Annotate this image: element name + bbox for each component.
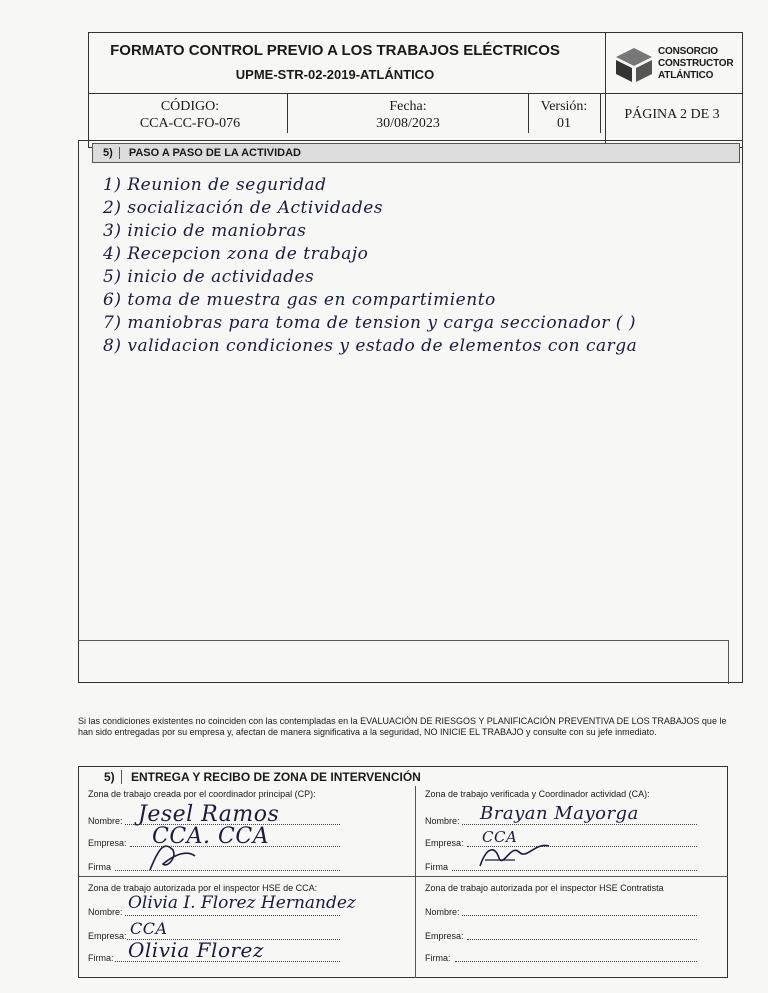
version-cell — [530, 98, 598, 132]
safety-warning: Si las condiciones existentes no coinciden con las contempladas en la EVALUACIÓN DE RIESGOS Y PLANIFICACIÓN PREVENTIVA DE LOS TRABAJOS que le han sido entregadas por su empresa y, afectan de manera significativa a la seguridad, NO INICIE EL TRABAJO y consulte con su jefe inmediato. — [78, 716, 727, 737]
ca-signature — [475, 838, 555, 874]
step-8: 8) validacion condiciones y estado de elementos con carga — [103, 336, 638, 356]
step-3: 3) inicio de maniobras — [103, 221, 307, 241]
section5-number: 5) — [93, 147, 120, 159]
hse-cca-firma-label: Firma: — [88, 953, 114, 963]
ca-heading: Zona de trabajo verificada y Coordinador actividad (CA): — [425, 789, 650, 799]
ca-nombre-value: Brayan Mayorga — [480, 803, 639, 824]
ca-nombre-line — [462, 824, 697, 825]
logo-line-2: CONSTRUCTOR — [658, 58, 734, 69]
ca-empresa-label: Empresa: — [425, 838, 464, 848]
ca-empresa-value: CCA — [482, 828, 518, 846]
version-value: 01 — [557, 116, 571, 131]
hse-cca-heading: Zona de trabajo autorizada por el inspector HSE de CCA: — [88, 883, 318, 893]
hse-cca-empresa-label: Empresa: — [88, 931, 127, 941]
step-4: 4) Recepcion zona de trabajo — [103, 244, 369, 264]
hse-contratista-nombre-label: Nombre: — [425, 907, 460, 917]
hse-cca-nombre-value: Olivia I. Florez Hernandez — [128, 893, 356, 913]
ca-nombre-label: Nombre: — [425, 816, 460, 826]
date-value: 30/08/2023 — [376, 116, 440, 131]
hse-contratista-empresa-line — [467, 939, 697, 940]
hse-cca-nombre-line — [125, 915, 340, 916]
step-7: 7) maniobras para toma de tension y carga seccionador ( ) — [103, 313, 636, 333]
section6-number: 5) — [92, 770, 122, 784]
activity-footer-box — [78, 640, 729, 684]
company-logo — [614, 44, 739, 86]
step-2: 2) socialización de Actividades — [103, 198, 384, 218]
code-value: CCA-CC-FO-076 — [139, 116, 241, 131]
section5-title: PASO A PASO DE LA ACTIVIDAD — [128, 147, 301, 159]
hdr-vline-2 — [528, 93, 529, 133]
hse-contratista-nombre-line — [462, 915, 697, 916]
ca-firma-label: Firma — [425, 862, 448, 872]
hdr-vline-1 — [287, 93, 288, 133]
version-label: Versión: — [540, 99, 588, 114]
section6-title: ENTREGA Y RECIBO DE ZONA DE INTERVENCIÓN — [131, 770, 421, 784]
cp-signature — [145, 840, 205, 874]
code-cell — [95, 98, 285, 132]
logo-cube-icon — [614, 46, 654, 84]
page-number: PÁGINA 2 DE 3 — [624, 107, 720, 122]
document-title: FORMATO CONTROL PREVIO A LOS TRABAJOS ELÉCTRICOS — [110, 42, 560, 59]
zone-header — [92, 770, 421, 784]
hse-contratista-firma-label: Firma: — [425, 953, 451, 963]
document-subtitle: UPME-STR-02-2019-ATLÁNTICO — [235, 67, 435, 82]
cp-empresa-label: Empresa: — [88, 838, 127, 848]
hse-cca-firma-value: Olivia Florez — [128, 938, 264, 962]
hse-cca-empresa-value: CCA — [130, 919, 168, 938]
cp-nombre-value: Jesel Ramos — [138, 802, 280, 827]
zone-hdivider — [78, 876, 728, 877]
cp-firma-label: Firma — [88, 862, 111, 872]
hse-contratista-empresa-label: Empresa: — [425, 931, 464, 941]
date-cell — [290, 98, 526, 132]
header-vline-logo — [605, 32, 606, 148]
activity-header-bar — [92, 143, 740, 163]
logo-line-3: ATLÁNTICO — [658, 70, 714, 81]
step-1: 1) Reunion de seguridad — [103, 175, 327, 195]
header-divider — [88, 93, 743, 94]
hse-cca-nombre-label: Nombre: — [88, 907, 123, 917]
hse-contratista-heading: Zona de trabajo autorizada por el inspector HSE Contratista — [425, 883, 664, 893]
cp-empresa-value: CCA. CCA — [152, 824, 270, 849]
logo-line-1: CONSORCIO — [658, 46, 718, 57]
hse-contratista-firma-line — [455, 961, 697, 962]
zone-vdivider — [415, 786, 416, 978]
hdr-vline-3 — [600, 93, 601, 133]
cp-nombre-label: Nombre: — [88, 816, 123, 826]
code-label: CÓDIGO: — [160, 99, 220, 114]
date-label: Fecha: — [389, 99, 427, 114]
cp-heading: Zona de trabajo creada por el coordinador principal (CP): — [88, 789, 316, 799]
step-6: 6) toma de muestra gas en compartimiento — [103, 290, 496, 310]
step-5: 5) inicio de actividades — [103, 267, 315, 287]
